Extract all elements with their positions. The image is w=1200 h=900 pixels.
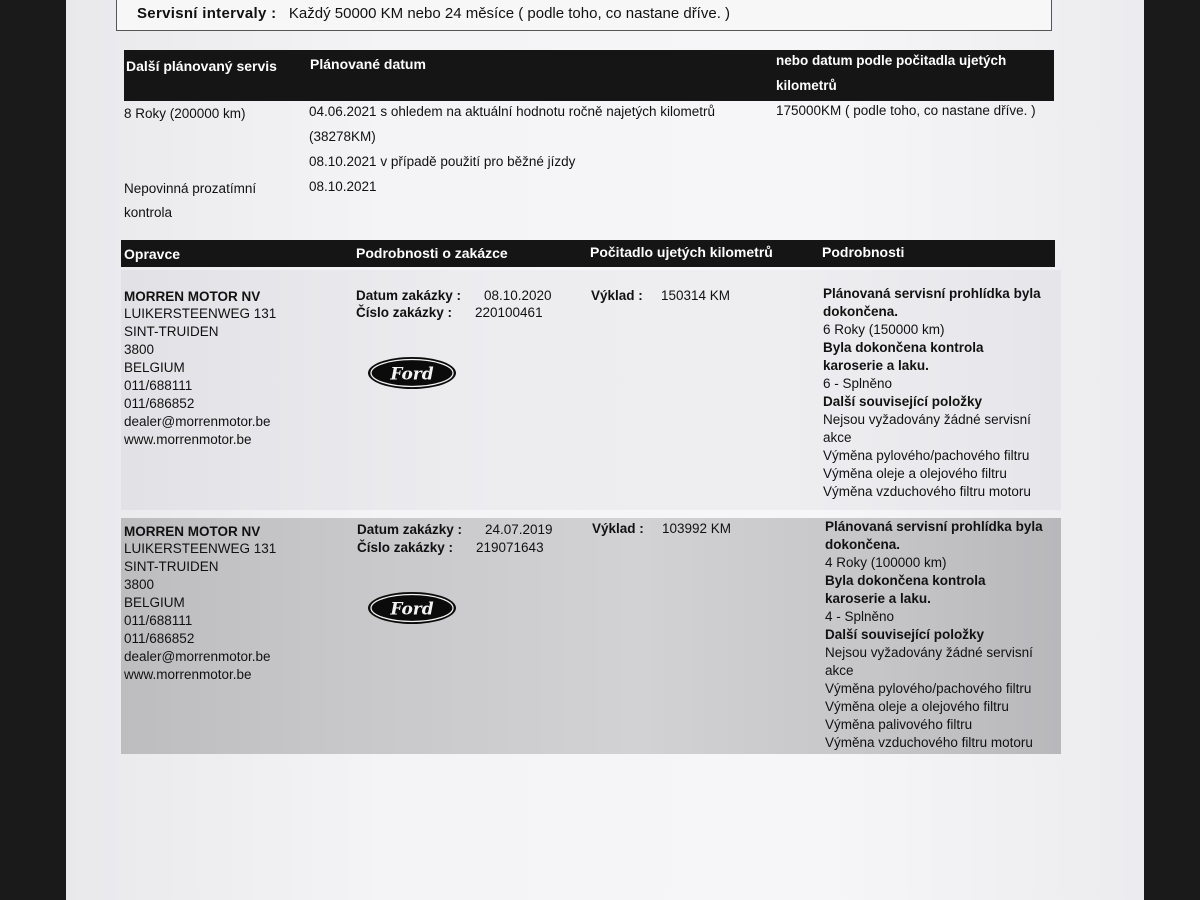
detail-line: Nejsou vyžadovány žádné servisní	[825, 645, 1033, 660]
detail-line: Výměna pylového/pachového filtru	[823, 448, 1030, 463]
dealer-line: 3800	[124, 342, 155, 357]
dealer-line: 011/686852	[124, 396, 195, 411]
detail-line: Výměna vzduchového filtru motoru	[823, 484, 1031, 499]
order-number-value: 220100461	[475, 305, 543, 320]
detail-line: Výměna vzduchového filtru motoru	[825, 735, 1033, 750]
header-or-odometer-1: nebo datum podle počitadla ujetých	[776, 53, 1007, 68]
detail-line: Nejsou vyžadovány žádné servisní	[823, 412, 1031, 427]
detail-line: Další související položky	[823, 394, 983, 409]
detail-line: Výměna pylového/pachového filtru	[825, 681, 1032, 696]
header-odometer: Počitadlo ujetých kilometrů	[590, 244, 773, 260]
odometer-value: 103992 KM	[662, 521, 732, 536]
detail-line: 6 - Splněno	[823, 376, 893, 391]
dealer-line: LUIKERSTEENWEG 131	[124, 541, 277, 556]
detail-line: dokončena.	[823, 304, 899, 319]
planned-row1-date-3: 08.10.2021 v případě použití pro běžné jízdy	[309, 154, 576, 169]
dealer-website: www.morrenmotor.be	[124, 667, 252, 682]
order-date-label: Datum zakázky :	[356, 288, 462, 303]
odometer-value: 150314 KM	[661, 288, 731, 303]
dealer-line: 011/686852	[124, 631, 195, 646]
detail-line: Plánovaná servisní prohlídka byla	[825, 519, 1043, 534]
detail-line: karoserie a laku.	[823, 358, 929, 373]
dealer-line: SINT-TRUIDEN	[124, 559, 219, 574]
dealer-email: dealer@morrenmotor.be	[124, 649, 271, 664]
planned-row1-date-1: 04.06.2021 s ohledem na aktuální hodnotu ročně najetých kilometrů	[309, 104, 716, 119]
service-intervals-box	[116, 0, 1052, 31]
order-date-label: Datum zakázky :	[357, 522, 463, 537]
service-intervals-label: Servisní intervaly :	[137, 5, 277, 22]
detail-line: Výměna oleje a olejového filtru	[825, 699, 1009, 714]
dealer-name: MORREN MOTOR NV	[124, 524, 261, 539]
dealer-line: BELGIUM	[124, 595, 185, 610]
planned-row1-service: 8 Roky (200000 km)	[124, 106, 246, 121]
detail-line: Plánovaná servisní prohlídka byla	[823, 286, 1041, 301]
detail-line: akce	[823, 430, 852, 445]
order-date-value: 24.07.2019	[485, 522, 553, 537]
service-details	[825, 518, 1043, 752]
odometer-label: Výklad :	[592, 521, 644, 536]
detail-line: Další související položky	[825, 627, 985, 642]
dealer-website: www.morrenmotor.be	[124, 432, 252, 447]
dealer-line: SINT-TRUIDEN	[124, 324, 219, 339]
logo-text: Ford	[390, 364, 434, 385]
ford-logo-icon	[367, 356, 457, 390]
planned-row1-date-2: (38278KM)	[309, 129, 376, 144]
detail-line: akce	[825, 663, 854, 678]
order-date-value: 08.10.2020	[484, 288, 552, 303]
header-details: Podrobnosti	[822, 244, 905, 260]
dealer-address	[124, 540, 276, 684]
header-planned-date: Plánované datum	[310, 56, 426, 72]
header-or-odometer-2: kilometrů	[776, 78, 837, 93]
planned-row2-service-1: Nepovinná prozatímní	[124, 181, 257, 196]
dealer-line: LUIKERSTEENWEG 131	[124, 306, 277, 321]
service-details	[823, 285, 1041, 501]
header-order-details: Podrobnosti o zakázce	[356, 245, 508, 261]
header-next-service: Další plánovaný servis	[126, 58, 277, 74]
dealer-name: MORREN MOTOR NV	[124, 289, 261, 304]
detail-line: Výměna oleje a olejového filtru	[823, 466, 1007, 481]
planned-row1-odometer: 175000KM ( podle toho, co nastane dříve. )	[776, 103, 1036, 118]
order-number-label: Číslo zakázky :	[357, 540, 454, 555]
detail-line: Byla dokončena kontrola	[823, 340, 984, 355]
dealer-line: 3800	[124, 577, 155, 592]
dealer-line: 011/688111	[124, 378, 193, 393]
odometer-label: Výklad :	[591, 288, 643, 303]
detail-line: Výměna palivového filtru	[825, 717, 973, 732]
detail-line: 4 Roky (100000 km)	[825, 555, 947, 570]
detail-line: karoserie a laku.	[825, 591, 931, 606]
order-number-label: Číslo zakázky :	[356, 305, 453, 320]
detail-line: 4 - Splněno	[825, 609, 895, 624]
detail-line: 6 Roky (150000 km)	[823, 322, 945, 337]
dealer-address	[124, 305, 276, 449]
detail-line: Byla dokončena kontrola	[825, 573, 986, 588]
logo-text: Ford	[390, 599, 434, 620]
dealer-email: dealer@morrenmotor.be	[124, 414, 271, 429]
service-intervals-value: Každý 50000 KM nebo 24 měsíce ( podle toho, co nastane dříve. )	[288, 5, 731, 22]
header-dealer: Opravce	[124, 246, 181, 262]
dealer-line: 011/688111	[124, 613, 193, 628]
history-table-header	[121, 240, 1055, 267]
planned-row2-date: 08.10.2021	[309, 179, 377, 194]
planned-row2-service-2: kontrola	[124, 205, 173, 220]
planned-table-header	[124, 50, 1054, 101]
dealer-line: BELGIUM	[124, 360, 185, 375]
detail-line: dokončena.	[825, 537, 901, 552]
order-number-value: 219071643	[476, 540, 544, 555]
ford-logo-icon	[367, 591, 457, 625]
